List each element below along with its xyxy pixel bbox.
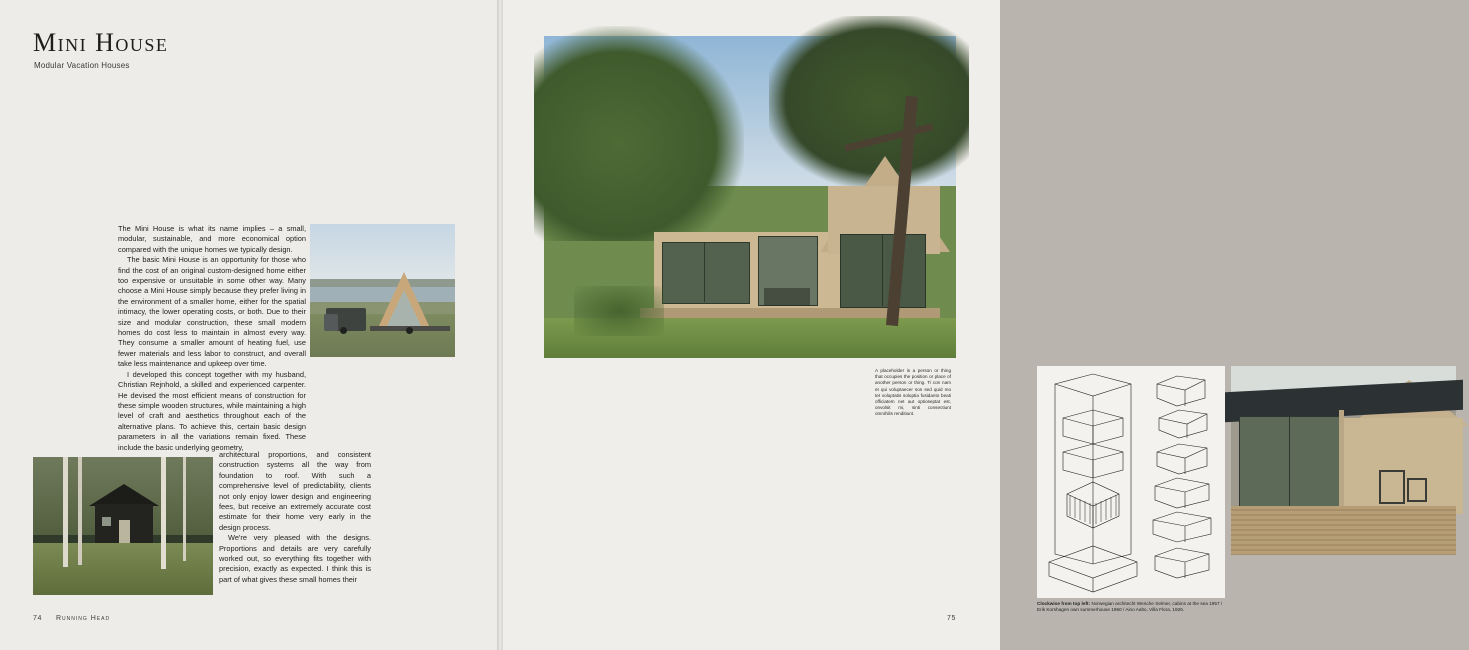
photo-deck-boards — [1231, 506, 1456, 555]
photo-lawn — [33, 543, 213, 595]
photo-chair — [1379, 470, 1405, 504]
photo-glazing — [662, 242, 750, 304]
photo-mullion — [882, 234, 883, 306]
paragraph: The Mini House is what its name implies – a small, modular, sustainable, and more economical option compared with the unique homes we typically design. — [118, 224, 306, 254]
photo-birch-trunk — [161, 457, 166, 569]
photo-birch-trunk — [63, 457, 68, 567]
paragraph: We're very pleased with the designs. Proportions and details are very carefully worked out, so everything fits together with precision, exactly as expected. I think this is part of what gives these small homes their — [219, 533, 371, 584]
sketch-linework — [1037, 366, 1225, 598]
photo-wheel — [406, 327, 413, 334]
body-column-one — [118, 224, 306, 453]
photo-a-frame-opening — [386, 290, 422, 328]
page-number: 75 — [947, 615, 956, 622]
black-cabin-photo — [33, 457, 213, 595]
placeholder-text-block: A placeholder is a person or thing that occupies the position or place of another person or thing. Ti con nam et qui voluptaecer son sed quid mo tet voluptatis soluptia fusidanto beati officiatem net aut optioseptat est, onvolsit mi, sinti consectiunt omnihilis renditiunt. — [875, 368, 951, 417]
module-sketch-diagram — [1037, 366, 1225, 598]
photo-table — [1407, 478, 1427, 502]
photo-cabin-window — [102, 517, 111, 526]
photo-wheel — [340, 327, 347, 334]
running-head: Running Head — [56, 615, 111, 622]
trailer-house-photo — [310, 224, 455, 357]
photo-birch-trunk — [183, 457, 186, 561]
photo-glazing — [1239, 416, 1341, 510]
paragraph: I developed this concept together with my husband, Christian Rejnhold, a skilled and experienced carpenter. He devised the most efficient means of construction for these simple wooden structures, while maintaining a high level of craft and aesthetics throughout each of the alternative plans. To achieve this, certain basic design parameters in all the variations remain fixed. These include the basic underlying geometry, — [118, 369, 306, 452]
photo-shrub — [574, 286, 664, 336]
right-page — [500, 0, 1223, 650]
photo-truck-cab — [324, 314, 338, 331]
photo-terrace-furniture — [764, 288, 810, 306]
left-page — [0, 0, 500, 650]
caption-body: Norwegian architecht Wenche Selmer, cabins at the sea 1957 / Erik Korshagen own summerhouse 1960 / Aino Aalto, Villa Flora, 1926. — [1037, 601, 1223, 613]
photo-trees-left — [534, 26, 744, 241]
page-title: Mini House — [33, 28, 169, 57]
page-number: 74 — [33, 615, 42, 622]
paragraph: The basic Mini House is an opportunity for those who find the cost of an original custom-designed home either too expensive or unsuitable in some other way. Many choose a Mini House simply because they prefer living in the environment of a smaller home, either for the spatial intimacy, the lower operating costs, or both. Due to their size and modular construction, these small modern homes do cost less to maintain in almost every way. They consume a smaller amount of heating fuel, use fewer materials and less labor to construct, and overall take less maintenance and upkeep over time. — [118, 255, 306, 369]
photo-cabin-door — [119, 520, 130, 545]
photo-glazing — [840, 234, 926, 308]
photo-cabin-roof — [89, 484, 159, 506]
body-column-two — [219, 450, 371, 585]
page-subtitle: Modular Vacation Houses — [34, 61, 130, 70]
terrace-detail-photo — [1231, 366, 1456, 555]
folio-right — [947, 615, 956, 622]
photo-mullion — [704, 242, 705, 302]
folio-left — [33, 615, 110, 622]
photo-column — [1339, 410, 1344, 514]
photo-mullion — [1289, 416, 1290, 508]
caption-lead: Clockwise from top left: — [1037, 601, 1091, 606]
paragraph: architectural proportions, and consistent construction systems all the way from foundation to roof. With such a comprehensive level of predictability, clients not only enjoy lower design and engineering fees, but receive an extremely accurate cost estimate for their home very early in the design process. — [219, 450, 371, 532]
hero-house-exterior-photo — [544, 36, 956, 358]
figure-caption — [1037, 601, 1227, 614]
photo-birch-trunk — [78, 457, 82, 565]
